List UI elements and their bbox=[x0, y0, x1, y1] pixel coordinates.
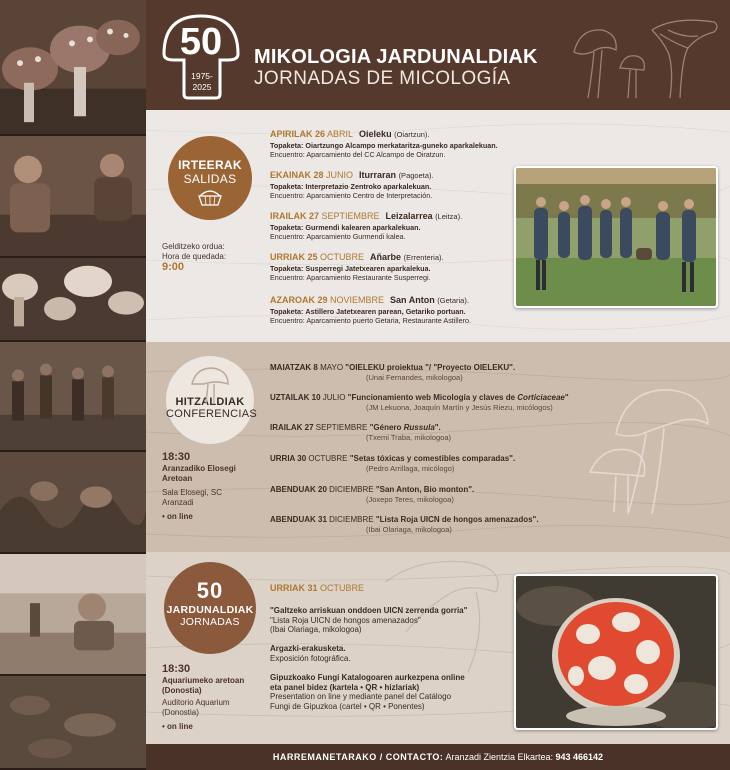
lecture-date-basque: UZTAILAK 10 bbox=[270, 393, 321, 402]
outings-badge-basque: IRTEERAK bbox=[178, 158, 242, 172]
meet-spanish: Encuentro: Aparcamiento puerto Getaria, Restaurante Astillero. bbox=[270, 316, 471, 326]
group-outing-photo bbox=[514, 166, 718, 308]
conference-venue-spanish-line1: Auditorio Aquarium bbox=[162, 698, 230, 707]
conference-time: 18:30 bbox=[162, 663, 191, 675]
lecture-item bbox=[270, 514, 630, 534]
outing-date-basque: EKAINAK 28 bbox=[270, 170, 324, 180]
lecture-date-basque: MAIATZAK 8 bbox=[270, 363, 318, 372]
lecture-item bbox=[270, 392, 630, 412]
contact-label: HARREMANETARAKO / CONTACTO: bbox=[272, 752, 444, 762]
lecture-date-spanish: MAYO bbox=[320, 363, 344, 372]
conference-time-box bbox=[162, 664, 244, 732]
lecture-item bbox=[270, 422, 630, 442]
header bbox=[146, 0, 730, 110]
title-basque: MIKOLOGIA JARDUNALDIAK bbox=[254, 46, 538, 68]
meeting-label-spanish: Hora de quedada: bbox=[162, 252, 227, 261]
outing-place-note: (Oiartzun). bbox=[394, 130, 430, 139]
lecture-title-end: ". bbox=[434, 423, 441, 432]
lecture-title-italic: Corticiaceae bbox=[517, 393, 565, 402]
meeting-time: 9:00 bbox=[162, 261, 185, 273]
conference-online-note: • on line bbox=[162, 722, 193, 731]
lecture-title-italic: Russula bbox=[403, 423, 435, 432]
outing-item bbox=[270, 169, 520, 200]
meet-spanish: Encuentro: Aparcamiento Restaurante Susperregi. bbox=[270, 273, 431, 283]
conference-day-basque: JARDUNALDIAK bbox=[166, 604, 254, 616]
lecture-date-basque: IRAILAK 27 bbox=[270, 423, 314, 432]
meet-spanish: Encuentro: Aparcamiento Centro de Interpretación. bbox=[270, 191, 433, 201]
meet-spanish: Encuentro: Aparcamiento Gurmendi kalea. bbox=[270, 232, 406, 242]
lectures-badge-basque: HITZALDIAK bbox=[175, 396, 245, 408]
outings-badge bbox=[168, 136, 252, 220]
outing-date-spanish: NOVIEMBRE bbox=[330, 295, 385, 305]
meet-basque: Interpretazio Zentroko aparkalekuan. bbox=[305, 182, 432, 191]
microscope-photo bbox=[0, 554, 146, 676]
conference-day-number: 50 bbox=[196, 578, 224, 603]
anniversary-mushroom-logo-icon bbox=[158, 10, 244, 100]
forager-photo bbox=[0, 136, 146, 258]
lecture-author: (Joxepo Teres, mikologoa) bbox=[366, 495, 454, 504]
white-mushrooms-photo bbox=[0, 258, 146, 342]
venue-basque-line2: Aretoan bbox=[162, 474, 193, 483]
lecture-date-basque: ABENDUAK 20 bbox=[270, 485, 327, 494]
outing-date-spanish: JUNIO bbox=[326, 170, 354, 180]
logo-number: 50 bbox=[179, 21, 223, 63]
grass-mushrooms-photo bbox=[0, 452, 146, 554]
title-spanish: JORNADAS DE MICOLOGÍA bbox=[254, 68, 511, 89]
conference-date-basque: URRIAK 31 bbox=[270, 583, 318, 593]
group-walk-photo bbox=[0, 342, 146, 452]
meet-label: Topaketa: bbox=[270, 264, 304, 273]
lectures-badge-spanish: CONFERENCIAS bbox=[166, 408, 257, 420]
meet-label: Topaketa: bbox=[270, 307, 304, 316]
outing-place: San Anton bbox=[390, 295, 435, 305]
lecture-author: (Ibai Olariaga, mikologoa) bbox=[366, 525, 452, 534]
photo-exhibition-spanish: Exposición fotográfica. bbox=[270, 653, 351, 663]
lecture-title: "Género bbox=[369, 423, 404, 432]
mushroom-badge-icon bbox=[186, 364, 234, 404]
lecture-title: "San Anton, Bio monton". bbox=[375, 485, 475, 494]
outings-badge-spanish: SALIDAS bbox=[183, 172, 237, 186]
lecture-date-spanish: JULIO bbox=[322, 393, 346, 402]
lecture-date-spanish: OCTUBRE bbox=[308, 454, 348, 463]
conference-venue-basque-line2: (Donostia) bbox=[162, 686, 202, 695]
catalogue-basque-line1: Gipuzkoako Fungi Katalogoaren aurkezpena online bbox=[270, 672, 465, 682]
lecture-author: (Txemi Traba, mikologoa) bbox=[366, 433, 452, 442]
meet-label: Topaketa: bbox=[270, 182, 304, 191]
meet-basque: Astillero Jatetxearen parean, Getariko portuan. bbox=[305, 307, 466, 316]
lecture-author: (Unai Fernandes, mikologoa) bbox=[366, 373, 463, 382]
outing-item bbox=[270, 210, 520, 241]
meet-label: Topaketa: bbox=[270, 141, 304, 150]
conference-day-badge bbox=[164, 562, 256, 654]
left-photo-strip bbox=[0, 0, 146, 770]
venue-basque-line1: Aranzadiko Elosegi bbox=[162, 464, 236, 473]
outing-place: Iturraran bbox=[359, 170, 397, 180]
catalogue-basque-line2: eta panel bidez (kartela • QR • hizlariak) bbox=[270, 682, 420, 692]
venue-spanish-line1: Sala Elosegi, SC bbox=[162, 488, 223, 497]
lecture-date-spanish: DICIEMBRE bbox=[329, 485, 374, 494]
lecture-title: "Lista Roja UICN de hongos amenazados". bbox=[375, 515, 539, 524]
redlist-talk-spanish: "Lista Roja UICN de hongos amenazados" bbox=[270, 615, 421, 625]
lecture-item bbox=[270, 453, 630, 473]
lecture-author: (Pedro Arrillaga, micólogo) bbox=[366, 464, 455, 473]
lecture-item bbox=[270, 362, 630, 382]
lecture-title-end: " bbox=[564, 393, 569, 402]
outing-place: Oieleku bbox=[359, 129, 392, 139]
outing-date-spanish: ABRIL bbox=[327, 129, 354, 139]
lectures-time-box bbox=[162, 452, 236, 522]
redlist-talk-author: (Ibai Olariaga, mikologoa) bbox=[270, 625, 362, 635]
conference-program bbox=[270, 584, 520, 712]
outings-section bbox=[146, 110, 730, 342]
meet-spanish: Encuentro: Aparcamiento del CC Alcampo de Oiratzun. bbox=[270, 150, 446, 160]
lectures-section bbox=[146, 342, 730, 552]
venue-spanish-line2: Aranzadi bbox=[162, 498, 194, 507]
outing-date-basque: AZAROAK 29 bbox=[270, 295, 328, 305]
catalogue-spanish-line2: Fungi de Gipuzkoa (cartel • QR • Ponentes) bbox=[270, 702, 425, 712]
outing-place-note: (Errenteria). bbox=[403, 253, 444, 262]
outing-place-note: (Leitza). bbox=[435, 212, 463, 221]
conference-venue-spanish-line2: (Donostia) bbox=[162, 708, 199, 717]
catalogue-spanish-line1: Presentation on line y mediante panel del Catálogo bbox=[270, 692, 452, 702]
outing-place-note: (Getaria). bbox=[437, 296, 469, 305]
outing-date-basque: IRAILAK 27 bbox=[270, 211, 320, 221]
outing-place-note: (Pagoeta). bbox=[398, 171, 434, 180]
outing-date-basque: APIRILAK 26 bbox=[270, 129, 326, 139]
contact-organization: Aranzadi Zientzia Elkartea: bbox=[445, 752, 553, 762]
meet-basque: Gurmendi kalearen aparkalekuan. bbox=[305, 223, 421, 232]
lecture-date-spanish: SEPTIEMBRE bbox=[315, 423, 368, 432]
contact-footer bbox=[146, 744, 730, 770]
meet-label: Topaketa: bbox=[270, 223, 304, 232]
lecture-date-basque: URRIA 30 bbox=[270, 454, 307, 463]
lecture-date-spanish: DICIEMBRE bbox=[329, 515, 374, 524]
outing-date-basque: URRIAK 25 bbox=[270, 252, 318, 262]
outing-place: Leizalarrea bbox=[385, 211, 433, 221]
conference-date-spanish: OCTUBRE bbox=[320, 583, 365, 593]
basket-icon bbox=[197, 188, 223, 206]
mushroom-illustration-icon bbox=[564, 8, 724, 104]
lecture-author: (JM Lekuona, Joaquín Martín y Jesús Riezu, micólogos) bbox=[366, 403, 553, 412]
lectures-badge bbox=[166, 356, 257, 444]
meeting-label-basque: Gelditzeko ordua: bbox=[162, 242, 225, 251]
conference-day-section bbox=[146, 552, 730, 744]
outing-item bbox=[270, 294, 520, 325]
logo-year-end: 2025 bbox=[192, 82, 212, 92]
conference-venue-basque-line1: Aquariumeko aretoan bbox=[162, 676, 245, 685]
outing-date-spanish: SEPTIEMBRE bbox=[321, 211, 380, 221]
meeting-time-box bbox=[162, 242, 226, 272]
lecture-date-basque: ABENDUAK 31 bbox=[270, 515, 327, 524]
outing-item bbox=[270, 251, 520, 282]
redlist-talk-basque: "Galtzeko arriskuan onddoen UICN zerrenda gorria" bbox=[270, 605, 468, 615]
lectures-time: 18:30 bbox=[162, 451, 191, 463]
meet-basque: Susperregi Jatetxearen aparkalekua. bbox=[305, 264, 431, 273]
photo-exhibition-basque: Argazki-erakusketa. bbox=[270, 644, 346, 654]
contact-phone[interactable]: 943 466142 bbox=[555, 752, 604, 762]
outing-item bbox=[270, 128, 520, 159]
lecture-item bbox=[270, 484, 630, 504]
conference-day-spanish: JORNADAS bbox=[180, 616, 240, 628]
leaf-litter-photo bbox=[0, 676, 146, 770]
clathrus-photo bbox=[514, 574, 718, 730]
outing-place: Añarbe bbox=[370, 252, 402, 262]
lecture-title: "Setas tóxicas y comestibles comparadas". bbox=[349, 454, 516, 463]
outing-date-spanish: OCTUBRE bbox=[320, 252, 365, 262]
lecture-title: "Funcionamiento web Micología y claves de bbox=[347, 393, 518, 402]
fly-agaric-photo bbox=[0, 0, 146, 136]
online-note: • on line bbox=[162, 512, 193, 521]
meet-basque: Oiartzungo Alcampo merkataritza-guneko aparkalekuan. bbox=[305, 141, 498, 150]
lecture-title: "OIELEKU proiektua "/ "Proyecto OIELEKU". bbox=[345, 363, 516, 372]
logo-year-start: 1975- bbox=[191, 71, 213, 81]
